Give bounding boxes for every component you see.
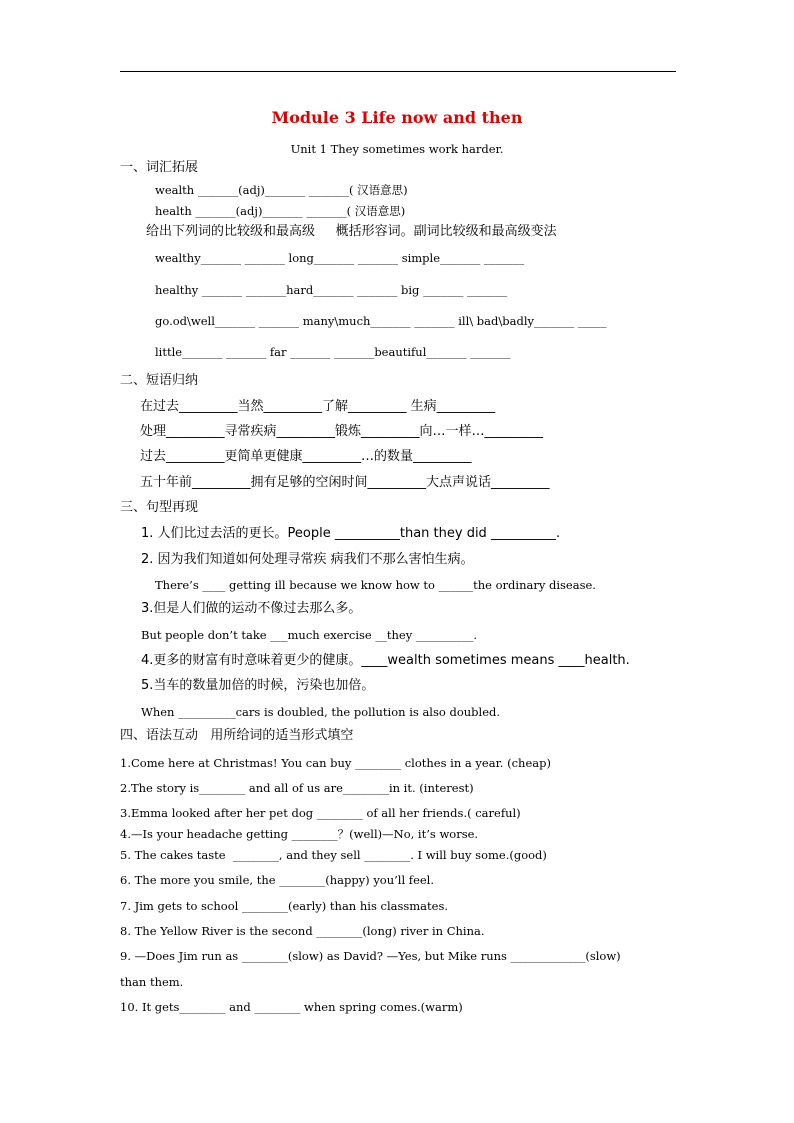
unit-subtitle: Unit 1 They sometimes work harder. [290, 142, 504, 156]
exercise-5: 5. The cakes taste ________, and they sell ________. I will buy some.(good) [120, 848, 547, 862]
exercise-2: 2.The story is________ and all of us are________in it. (interest) [120, 781, 474, 795]
sentence-2-chinese: 2. 因为我们知道如何处理寻常疾 病我们不那么害怕生病。 [141, 552, 474, 567]
section-2-heading: 二、短语归纳 [120, 373, 199, 388]
phrase-row-4: 五十年前_________拥有足够的空闲时间_________大点声说话_________ [140, 475, 550, 490]
comparison-row-4: little_______ _______ far _______ _______beautiful_______ _______ [155, 345, 511, 359]
exercise-4: 4.—Is your headache getting ________？(well)—No, it’s worse. [120, 827, 479, 841]
comparison-row-3: go.od\well_______ _______ many\much_______ _______ ill\ bad\badly_______ _____ [155, 314, 607, 328]
sentence-3-chinese: 3.但是人们做的运动不像过去那么多。 [141, 601, 362, 616]
exercise-10: 10. It gets________ and ________ when spring comes.(warm) [120, 1000, 463, 1014]
sentence-1: 1. 人们比过去活的更长。People __________than they did __________. [141, 526, 561, 541]
phrase-row-1: 在过去_________当然_________了解_________ 生病_________ [140, 399, 496, 414]
section-3-heading: 三、句型再现 [120, 500, 199, 515]
exercise-6: 6. The more you smile, the ________(happy) you’ll feel. [120, 873, 435, 887]
exercise-1: 1.Come here at Christmas! You can buy ________ clothes in a year. (cheap) [120, 756, 551, 770]
exercise-7: 7. Jim gets to school ________(early) than his classmates. [120, 899, 449, 913]
phrase-row-2: 处理_________寻常疾病_________锻炼_________向…一样…_________ [140, 424, 544, 439]
vocab-line-wealth: wealth _______(adj)_______ _______( 汉语意思) [155, 183, 408, 197]
section-1-heading: 一、词汇拓展 [120, 160, 199, 175]
exercise-8: 8. The Yellow River is the second ________(long) river in China. [120, 924, 485, 938]
comparison-row-2: healthy _______ _______hard_______ _______ big _______ _______ [155, 283, 508, 297]
comparison-instruction: 给出下列词的比较级和最高级 概括形容词。副词比较级和最高级变法 [146, 224, 557, 239]
sentence-3-english: But people don’t take ___much exercise __they __________. [141, 628, 478, 642]
section-4-heading: 四、语法互动 用所给词的适当形式填空 [120, 728, 354, 743]
exercise-9-continued: than them. [120, 975, 184, 989]
sentence-2-english: There’s ____ getting ill because we know how to ______the ordinary disease. [155, 578, 596, 592]
page-title: Module 3 Life now and then [271, 108, 523, 127]
sentence-5-chinese: 5.当车的数量加倍的时候，污染也加倍。 [141, 678, 375, 693]
sentence-5-english: When __________cars is doubled, the pollution is also doubled. [141, 705, 501, 719]
header-rule [120, 71, 676, 72]
comparison-row-1: wealthy_______ _______ long_______ _______ simple_______ _______ [155, 251, 525, 265]
sentence-4: 4.更多的财富有时意味着更少的健康。____wealth sometimes means ____health. [141, 653, 630, 668]
exercise-3: 3.Emma looked after her pet dog ________ of all her friends.( careful) [120, 806, 521, 820]
exercise-9: 9. —Does Jim run as ________(slow) as David? —Yes, but Mike runs _____________(slow) [120, 949, 621, 963]
vocab-line-health: health _______(adj)_______ _______( 汉语意思) [155, 204, 406, 218]
phrase-row-3: 过去_________更简单更健康_________…的数量_________ [140, 449, 472, 464]
